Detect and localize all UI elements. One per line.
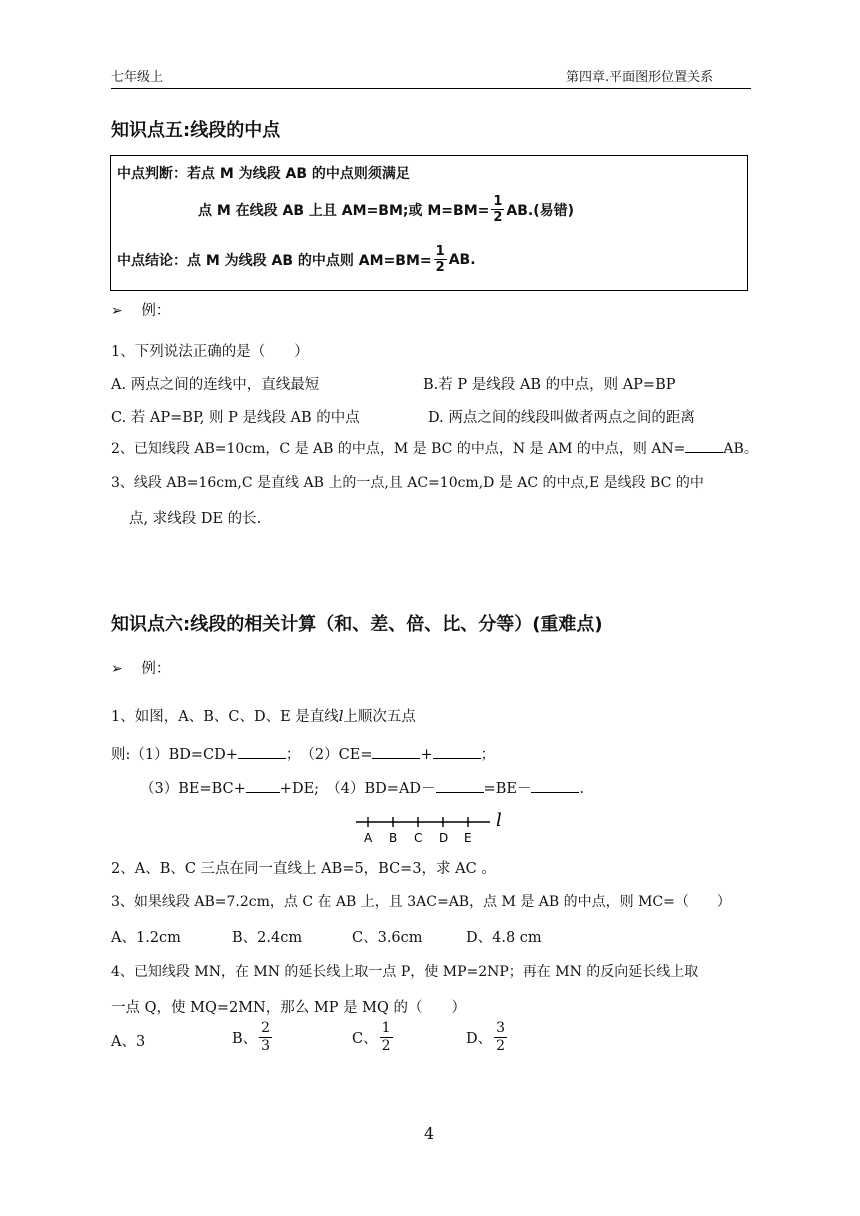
option-b-label: B、 bbox=[232, 1031, 258, 1047]
point-label-c: C bbox=[414, 831, 423, 845]
option-c-label: C、 bbox=[352, 1031, 378, 1047]
s6-question-4-line1: 4、已知线段 MN，在 MN 的延长线上取一点 P，使 MP=2NP；再在 MN 的反向延长线上取 bbox=[111, 964, 699, 980]
page-number: 4 bbox=[424, 1124, 435, 1143]
s5-question-1: 1、下列说法正确的是（ ） bbox=[111, 344, 309, 360]
s6-q1-l2-c: + bbox=[420, 747, 433, 763]
fraction-half bbox=[434, 244, 447, 275]
s6-q1-l2-a: 则:（1）BD=CD+ bbox=[111, 747, 238, 763]
point-label-e: E bbox=[464, 831, 472, 845]
s6-q1-line2 bbox=[111, 743, 495, 764]
section6-title: 知识点六:线段的相关计算（和、差、倍、比、分等）(重难点) bbox=[111, 614, 603, 635]
answer-blank bbox=[531, 792, 579, 793]
header-left: 七年级上 bbox=[111, 70, 164, 85]
s5-question-2 bbox=[111, 438, 758, 458]
option-d-fraction bbox=[494, 1020, 507, 1055]
box-line-3-prefix: 中点结论：点 M 为线段 AB 的中点则 AM=BM= bbox=[117, 252, 432, 269]
box-line-3 bbox=[117, 244, 476, 275]
s6-question-3: 3、如果线段 AB=7.2cm，点 C 在 AB 上，且 3AC=AB，点 M 是 AB 的中点，则 MC=（ ） bbox=[111, 894, 731, 910]
box-line-2 bbox=[198, 194, 574, 225]
s5-q1-option-a: A. 两点之间的连线中，直线最短 bbox=[111, 377, 320, 393]
s6-q1-l3-a: （3）BE=BC+ bbox=[140, 781, 246, 797]
s6-question-2: 2、A、B、C 三点在同一直线上 AB=5，BC=3，求 AC 。 bbox=[111, 861, 496, 877]
s5-question-3-line1: 3、线段 AB=16cm,C 是直线 AB 上的一点,且 AC=10cm,D 是 AC 的中点,E 是线段 BC 的中 bbox=[111, 475, 704, 491]
s6-q1-l3-b: +DE; （4）BD=AD－ bbox=[279, 781, 436, 797]
line-l-label: l bbox=[338, 709, 344, 725]
answer-blank bbox=[436, 792, 484, 793]
header-rule bbox=[111, 88, 751, 89]
fraction-denominator: 2 bbox=[381, 1038, 391, 1054]
fraction-numerator: 1 bbox=[381, 1020, 391, 1036]
fraction-denominator: 3 bbox=[261, 1038, 271, 1054]
s6-q3-option-d: D、4.8 cm bbox=[466, 930, 542, 946]
example-heading-2 bbox=[111, 657, 170, 678]
s6-q1-end: 上顺次五点 bbox=[343, 709, 416, 725]
fraction-numerator: 1 bbox=[493, 194, 503, 209]
s6-q1-l3-d: . bbox=[579, 781, 585, 797]
arrow-bullet-icon: ➢ bbox=[111, 661, 123, 677]
s6-q4-option-b bbox=[232, 1020, 274, 1055]
answer-blank bbox=[238, 758, 286, 759]
fraction-numerator: 2 bbox=[261, 1020, 271, 1036]
point-label-b: B bbox=[389, 831, 398, 845]
example-label: 例： bbox=[141, 661, 171, 677]
s5-q2-prefix: 2、已知线段 AB=10cm，C 是 AB 的中点，M 是 BC 的中点，N 是 AM 的中点，则 AN= bbox=[111, 441, 686, 457]
s5-q1-option-b: B.若 P 是线段 AB 的中点，则 AP=BP bbox=[423, 377, 676, 393]
answer-blank bbox=[433, 758, 481, 759]
fraction-denominator: 2 bbox=[493, 210, 503, 225]
box-line-1: 中点判断：若点 M 为线段 AB 的中点则须满足 bbox=[117, 166, 410, 182]
answer-blank bbox=[372, 758, 420, 759]
s6-q4-option-a: A、3 bbox=[111, 1034, 146, 1050]
arrow-bullet-icon: ➢ bbox=[111, 303, 123, 319]
option-c-fraction bbox=[380, 1020, 393, 1055]
fraction-numerator: 1 bbox=[435, 244, 445, 259]
s6-question-4-line2: 一点 Q，使 MQ=2MN，那么 MP 是 MQ 的（ ） bbox=[111, 1000, 467, 1016]
box-line-3-suffix: AB. bbox=[448, 251, 476, 268]
midpoint-definition-box bbox=[110, 155, 748, 291]
point-label-d: D bbox=[439, 831, 449, 845]
s5-q2-suffix: AB。 bbox=[723, 441, 758, 457]
header-right: 第四章.平面图形位置关系 bbox=[566, 70, 714, 85]
s5-q1-option-c: C. 若 AP=BP, 则 P 是线段 AB 的中点 bbox=[111, 410, 360, 426]
s6-q3-option-b: B、2.4cm bbox=[232, 930, 303, 946]
s5-question-3-line2: 点, 求线段 DE 的长. bbox=[129, 511, 262, 527]
s6-question-1 bbox=[111, 705, 416, 726]
answer-blank bbox=[246, 792, 280, 793]
s6-q1-l3-c: =BE－ bbox=[483, 781, 532, 797]
line-diagram bbox=[350, 808, 520, 848]
fraction-denominator: 2 bbox=[496, 1038, 506, 1054]
s6-q1-text: 1、如图，A、B、C、D、E 是直线 bbox=[111, 709, 339, 725]
fraction-half bbox=[491, 194, 504, 225]
example-label: 例： bbox=[141, 303, 171, 319]
s6-q1-l2-d: ； bbox=[480, 747, 496, 763]
line-l-label: l bbox=[496, 810, 502, 831]
box-line-2-prefix: 点 M 在线段 AB 上且 AM=BM;或 M=BM= bbox=[198, 202, 490, 219]
s5-q1-option-d: D. 两点之间的线段叫做者两点之间的距离 bbox=[428, 410, 695, 426]
s6-q3-option-a: A、1.2cm bbox=[111, 930, 181, 946]
option-d-label: D、 bbox=[466, 1031, 493, 1047]
option-b-fraction bbox=[259, 1020, 272, 1055]
s6-q4-option-c bbox=[352, 1020, 395, 1055]
point-label-a: A bbox=[364, 831, 373, 845]
section5-title: 知识点五:线段的中点 bbox=[111, 120, 281, 141]
s6-q3-option-c: C、3.6cm bbox=[352, 930, 423, 946]
s6-q1-line3 bbox=[140, 777, 584, 798]
s6-q4-option-d bbox=[466, 1020, 509, 1055]
fraction-numerator: 3 bbox=[496, 1020, 506, 1036]
fraction-denominator: 2 bbox=[435, 260, 445, 275]
box-line-2-suffix: AB.(易错) bbox=[506, 202, 575, 219]
example-heading-1 bbox=[111, 299, 170, 320]
answer-blank bbox=[685, 452, 723, 453]
s6-q1-l2-b: ； （2）CE= bbox=[285, 747, 373, 763]
